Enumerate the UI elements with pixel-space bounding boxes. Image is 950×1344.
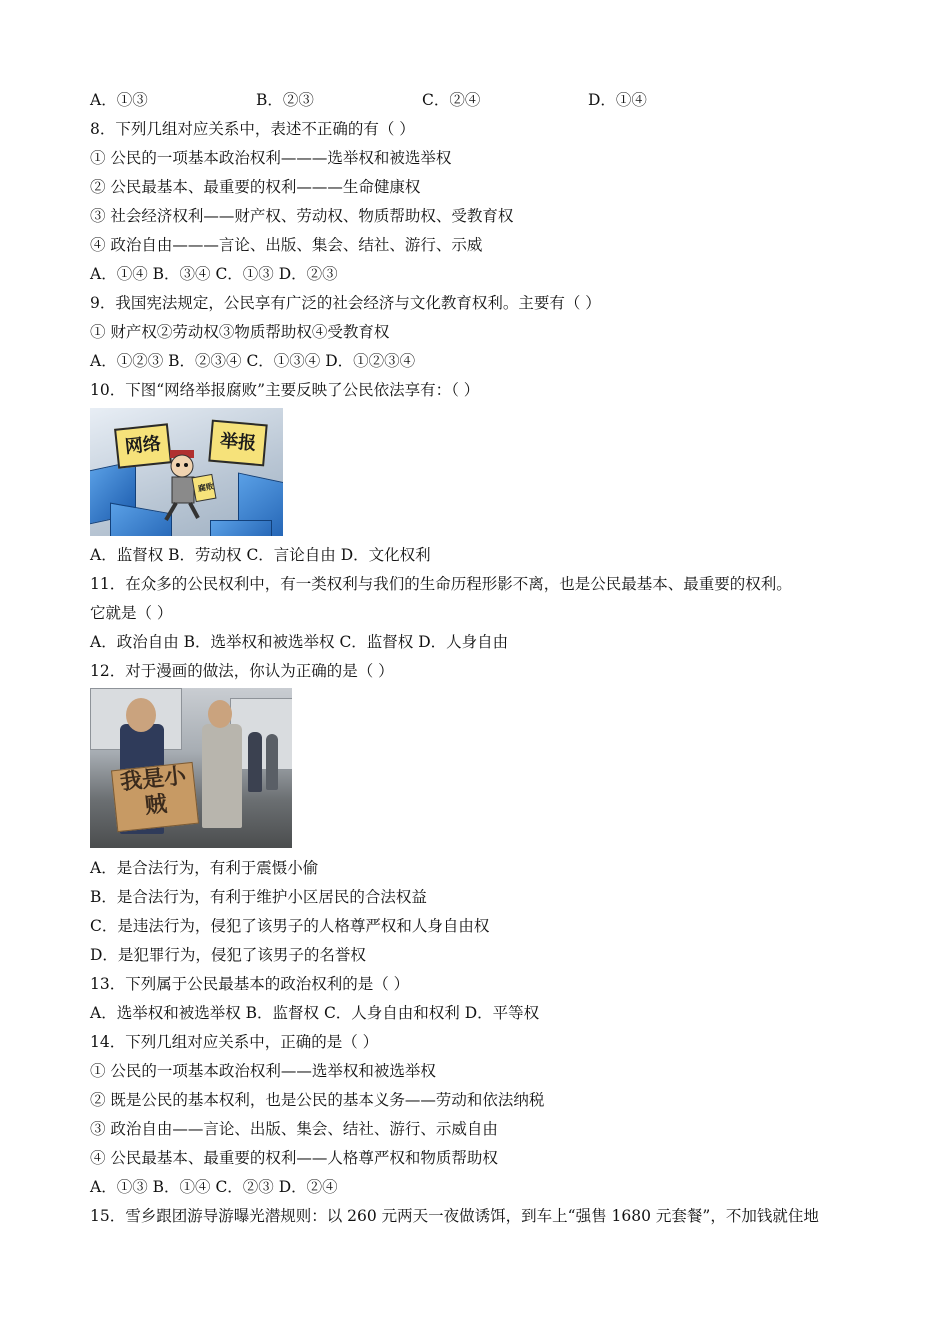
q10-stem: 10．下图“网络举报腐败”主要反映了公民依法享有：（ ） <box>90 381 480 399</box>
running-official-icon <box>156 446 226 526</box>
q12-option-c: C．是违法行为，侵犯了该男子的人格尊严权和人身自由权 <box>90 917 490 935</box>
q7-option-c: C．②④ <box>422 91 481 109</box>
q9-stem: 9．我国宪法规定，公民享有广泛的社会经济与文化教育权利。主要有（ ） <box>90 294 601 312</box>
q14-item-1: ① 公民的一项基本政治权利——选举权和被选举权 <box>90 1062 436 1080</box>
q7-option-a: A．①③ <box>90 91 148 109</box>
q12-option-b: B．是合法行为，有利于维护小区居民的合法权益 <box>90 888 427 906</box>
q8-stem: 8．下列几组对应关系中，表述不正确的有（ ） <box>90 120 415 138</box>
sign-report: 举报 <box>208 420 267 467</box>
network-report-illustration <box>90 408 283 536</box>
q12-option-a: A．是合法行为，有利于震慑小偷 <box>90 859 319 877</box>
corruption-badge: 腐败 <box>197 481 215 494</box>
q8-item-3: ③ 社会经济权利——财产权、劳动权、物质帮助权、受教育权 <box>90 207 514 225</box>
q14-options: A．①③ B．①④ C．②③ D．②④ <box>90 1178 338 1196</box>
q12-stem: 12．对于漫画的做法，你认为正确的是（ ） <box>90 662 394 680</box>
q7-options <box>90 90 647 110</box>
q8-options: A．①④ B．③④ C．①③ D．②③ <box>90 265 338 283</box>
q14-stem: 14．下列几组对应关系中，正确的是（ ） <box>90 1033 379 1051</box>
cardboard-sign: 我是小贼 <box>111 762 199 832</box>
q13-stem: 13．下列属于公民最基本的政治权利的是（ ） <box>90 975 410 993</box>
q7-option-d: D．①④ <box>588 91 647 109</box>
q9-items: ① 财产权②劳动权③物质帮助权④受教育权 <box>90 323 390 341</box>
q8-item-4: ④ 政治自由———言论、出版、集会、结社、游行、示威 <box>90 236 483 254</box>
q10-options: A．监督权 B．劳动权 C．言论自由 D．文化权利 <box>90 546 431 564</box>
q9-options: A．①②③ B．②③④ C．①③④ D．①②③④ <box>90 352 416 370</box>
q11-stem-cont: 它就是（ ） <box>90 604 173 622</box>
q11-stem: 11．在众多的公民权利中，有一类权利与我们的生命历程形影不离，也是公民最基本、最重要的权利。 <box>90 575 792 593</box>
person-figure <box>202 724 242 828</box>
q15-stem: 15．雪乡跟团游导游曝光潜规则：以 260 元两天一夜做诱饵，到车上“强售 1680 元套餐”，不加钱就住地 <box>90 1207 819 1225</box>
q7-option-b: B．②③ <box>256 91 314 109</box>
q14-item-3: ③ 政治自由——言论、出版、集会、结社、游行、示威自由 <box>90 1120 498 1138</box>
sign-network: 网络 <box>114 423 172 468</box>
person-figure <box>266 734 278 790</box>
q13-options: A．选举权和被选举权 B．监督权 C．人身自由和权利 D．平等权 <box>90 1004 540 1022</box>
q8-item-1: ① 公民的一项基本政治权利———选举权和被选举权 <box>90 149 452 167</box>
person-head <box>208 700 232 728</box>
person-head <box>126 698 156 732</box>
q14-item-2: ② 既是公民的基本权利，也是公民的基本义务——劳动和依法纳税 <box>90 1091 545 1109</box>
person-figure <box>248 732 262 792</box>
q8-item-2: ② 公民最基本、最重要的权利———生命健康权 <box>90 178 421 196</box>
q12-option-d: D．是犯罪行为，侵犯了该男子的名誉权 <box>90 946 366 964</box>
street-photo <box>90 688 292 848</box>
q11-options: A．政治自由 B．选举权和被选举权 C．监督权 D．人身自由 <box>90 633 509 651</box>
q14-item-4: ④ 公民最基本、最重要的权利——人格尊严权和物质帮助权 <box>90 1149 498 1167</box>
